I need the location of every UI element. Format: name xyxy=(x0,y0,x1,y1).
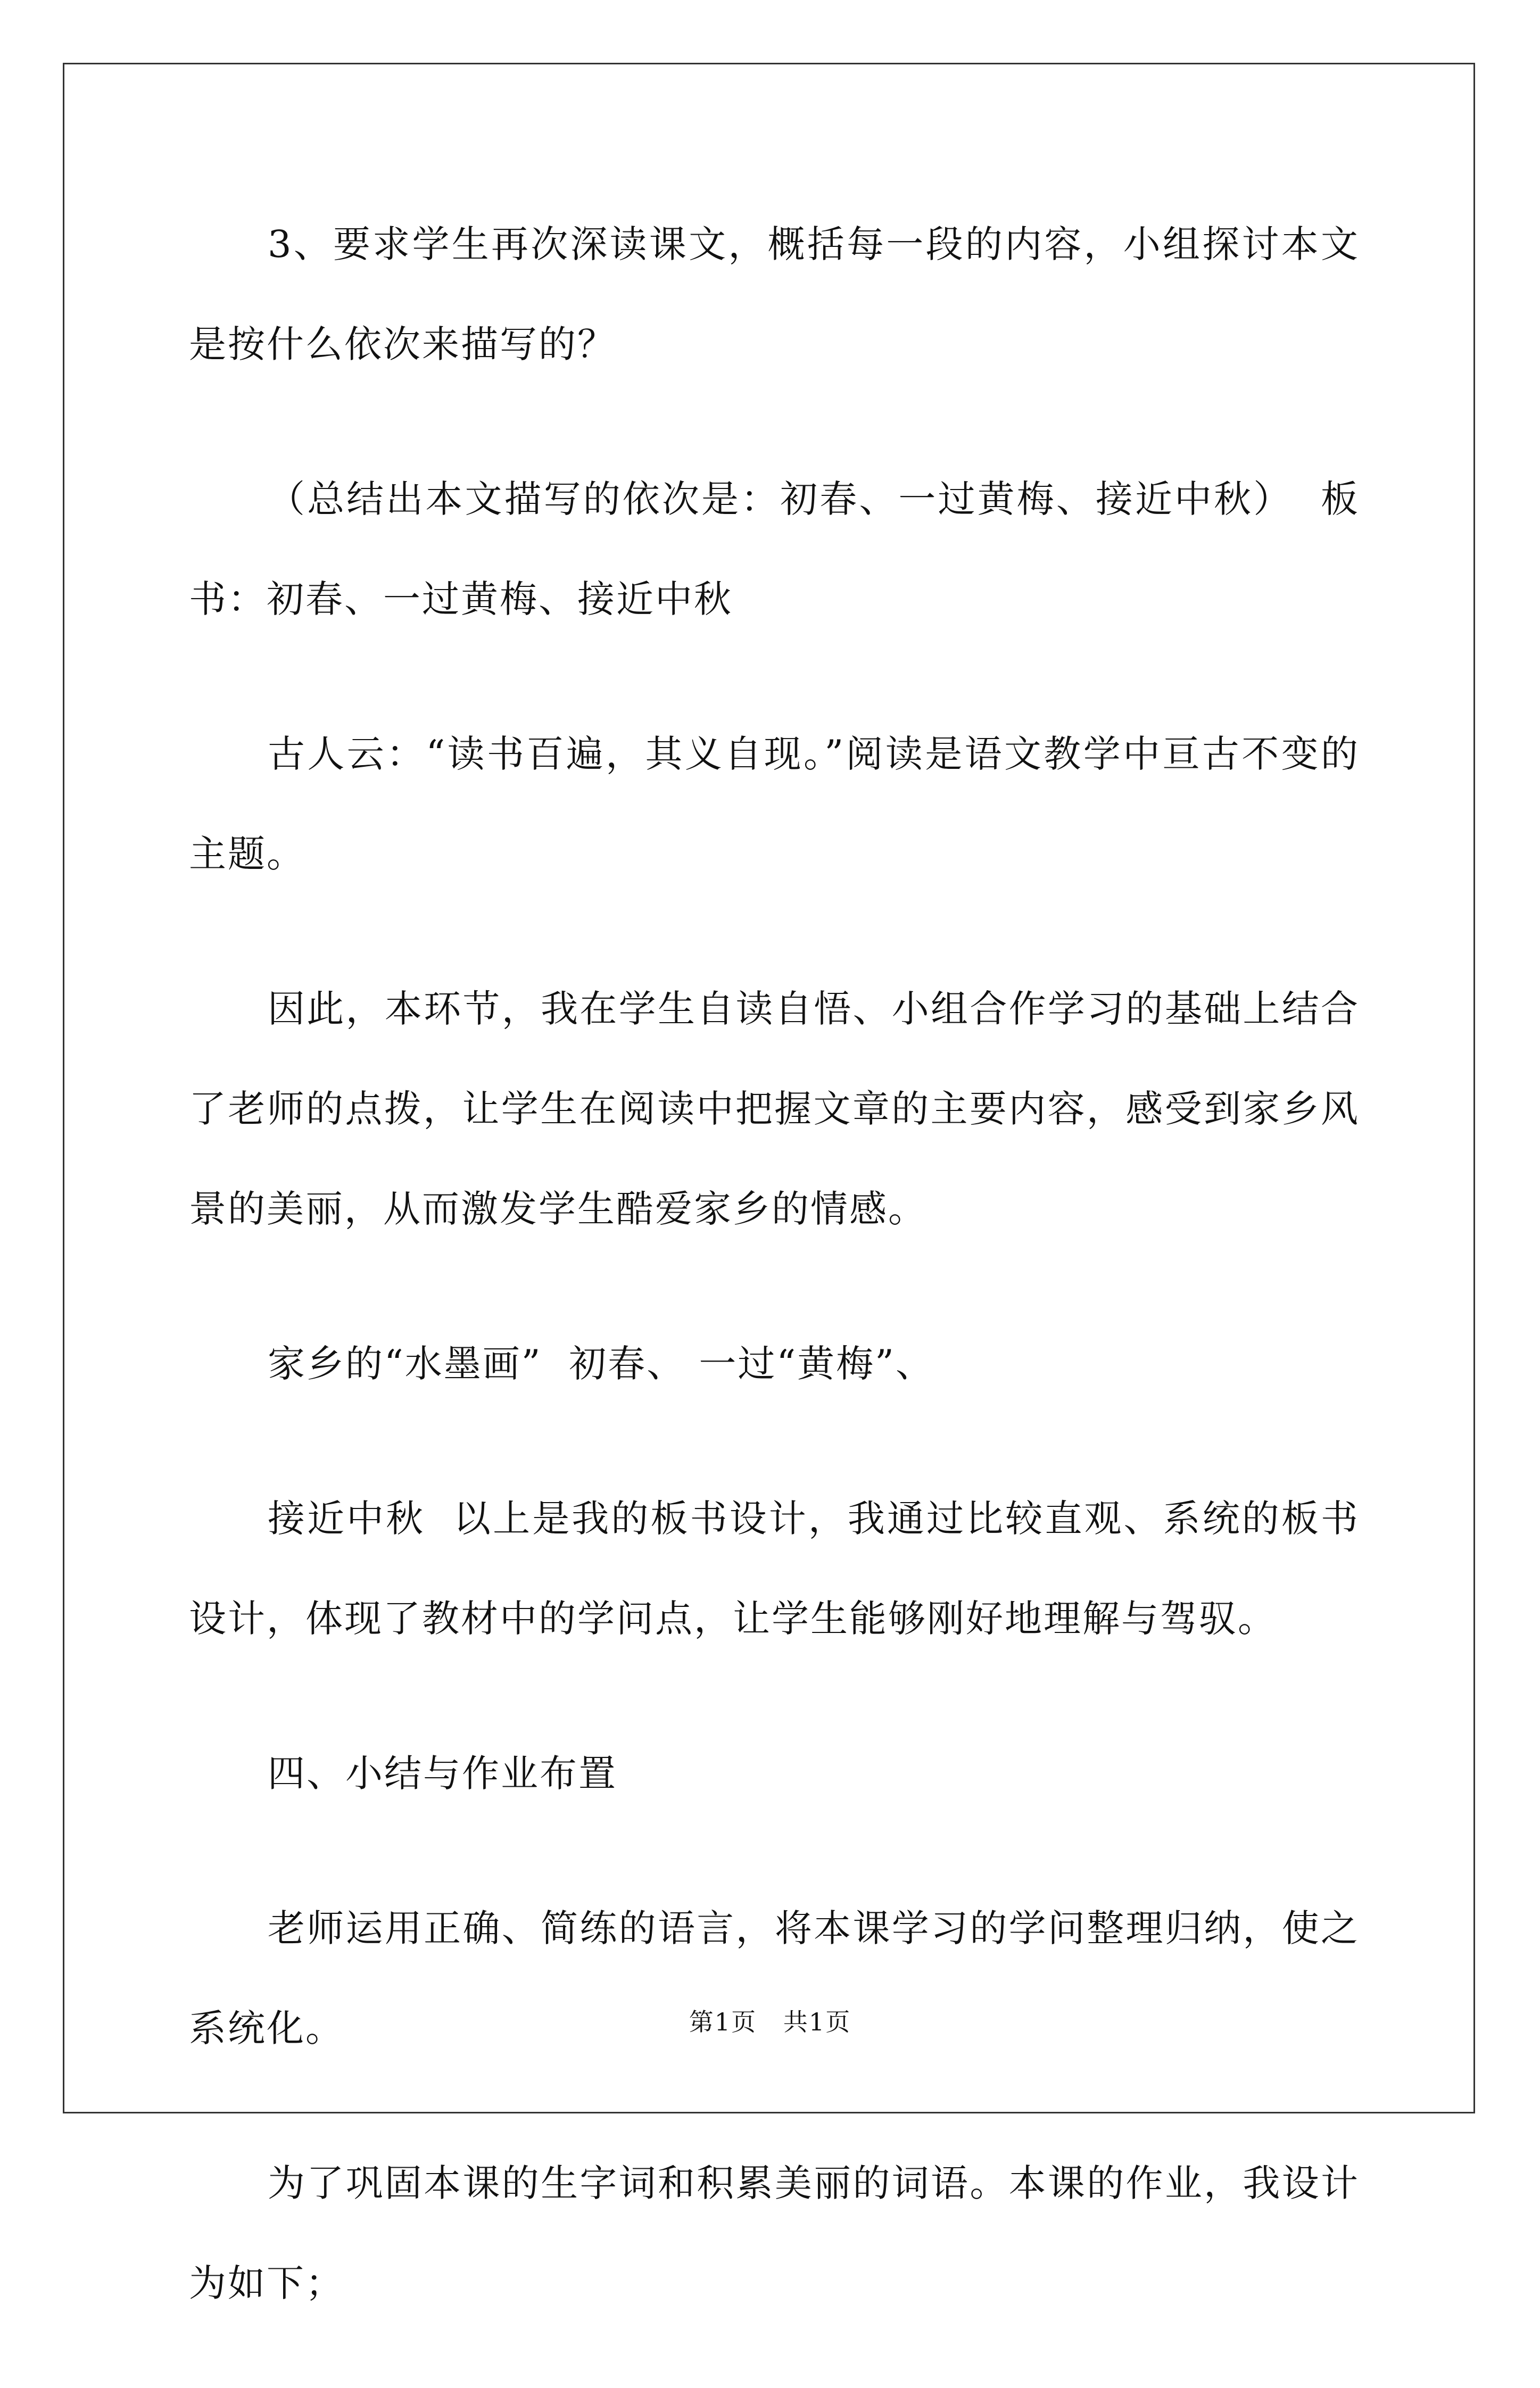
paragraph: 3、要求学生再次深读课文，概括每一段的内容，小组探讨本文是按什么依次来描写的？ xyxy=(189,222,1360,366)
paragraph: 四、小结与作业布置 xyxy=(268,1752,617,1795)
paragraph: 老师运用正确、简练的语言，将本课学习的学问整理归纳，使之系统化。 xyxy=(189,1906,1360,2050)
document-body xyxy=(189,194,1360,2388)
page-footer: 第1页 共1页 xyxy=(689,2008,851,2036)
paragraph: 古人云：“读书百遍，其义自现。”阅读是语文教学中亘古不变的主题。 xyxy=(189,732,1360,876)
paragraph: （总结出本文描写的依次是：初春、一过黄梅、接近中秋） 板书：初春、一过黄梅、接近中秋 xyxy=(189,477,1360,621)
paragraph: 家乡的“水墨画” 初春、 一过“黄梅”、 xyxy=(268,1342,934,1386)
paragraph: 因此，本环节，我在学生自读自悟、小组合作学习的基础上结合了老师的点拨，让学生在阅读中把握文章的主要内容，感受到家乡风景的美丽，从而激发学生酷爱家乡的情感。 xyxy=(189,987,1360,1231)
paragraph: 为了巩固本课的生字词和积累美丽的词语。本课的作业，我设计为如下； xyxy=(189,2161,1360,2305)
paragraph: 接近中秋 以上是我的板书设计，我通过比较直观、系统的板书设计，体现了教材中的学问点，让学生能够刚好地理解与驾驭。 xyxy=(189,1497,1360,1640)
